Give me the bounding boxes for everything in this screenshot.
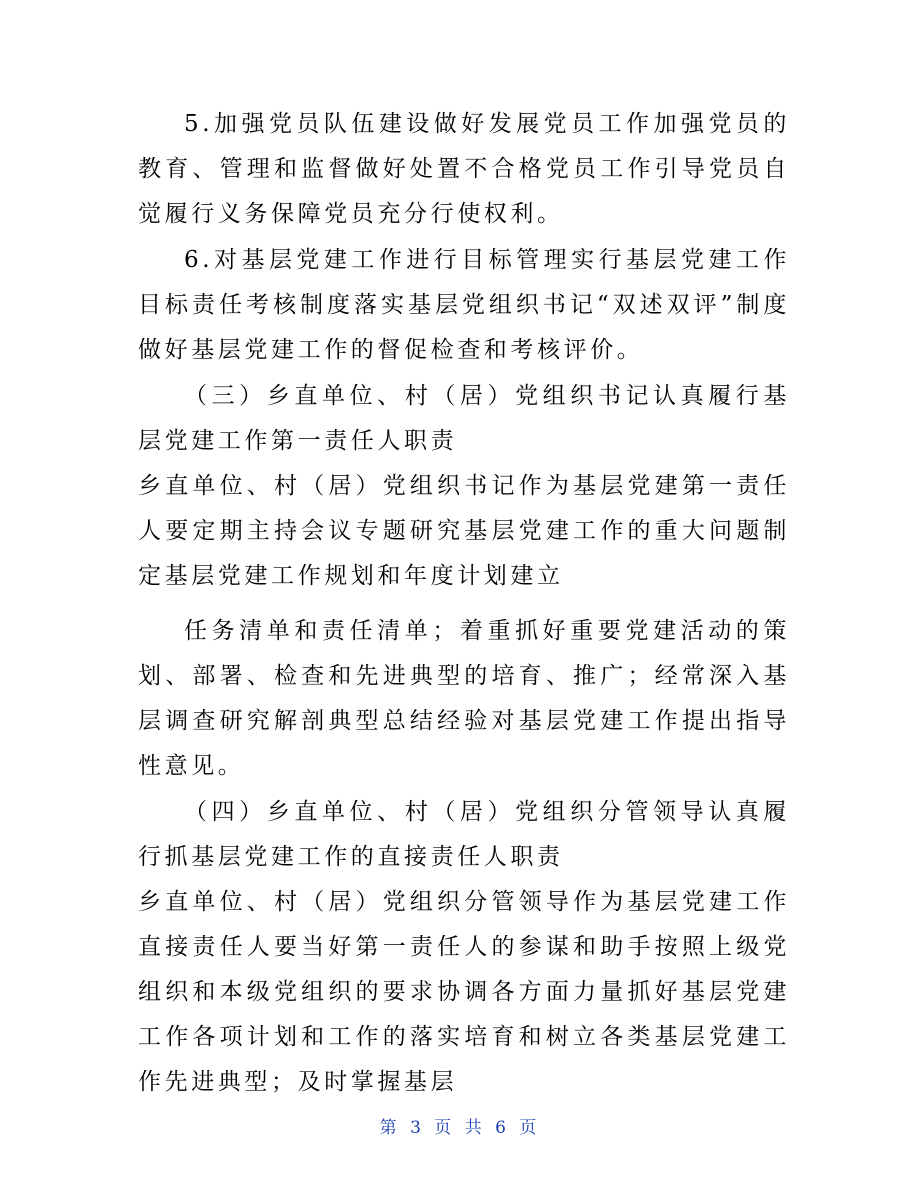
paragraph-item-6: 6.对基层党建工作进行目标管理实行基层党建工作目标责任考核制度落实基层党组织书记“双述双评”制度做好基层党建工作的督促检查和考核评价。 — [138, 247, 790, 363]
paragraph-party-secretary: 乡直单位、村（居）党组织书记作为基层党建第一责任人要定期主持会议专题研究基层党建工作的重大问题制定基层党建工作规划和年度计划建立 — [138, 473, 790, 589]
document-body — [138, 102, 790, 1105]
paragraph-task-list: 任务清单和责任清单；着重抓好重要党建活动的策划、部署、检查和先进典型的培育、推广；经常深入基层调查研究解剖典型总结经验对基层党建工作提出指导性意见。 — [138, 618, 790, 779]
section-heading-4: （四）乡直单位、村（居）党组织分管领导认真履行抓基层党建工作的直接责任人职责 — [138, 799, 790, 870]
section-heading-3: （三）乡直单位、村（居）党组织书记认真履行基层党建工作第一责任人职责 — [138, 383, 790, 454]
paragraph-item-5: 5.加强党员队伍建设做好发展党员工作加强党员的教育、管理和监督做好处置不合格党员工作引导党员自觉履行义务保障党员充分行使权利。 — [138, 111, 790, 227]
page-number-footer: 第 3 页 共 6 页 — [379, 1118, 541, 1138]
paragraph-deputy-leader: 乡直单位、村（居）党组织分管领导作为基层党建工作直接责任人要当好第一责任人的参谋和助手按照上级党组织和本级党组织的要求协调各方面力量抓好基层党建工作各项计划和工作的落实培育和树立各类基层党建工作先进典型；及时掌握基层 — [138, 889, 790, 1095]
